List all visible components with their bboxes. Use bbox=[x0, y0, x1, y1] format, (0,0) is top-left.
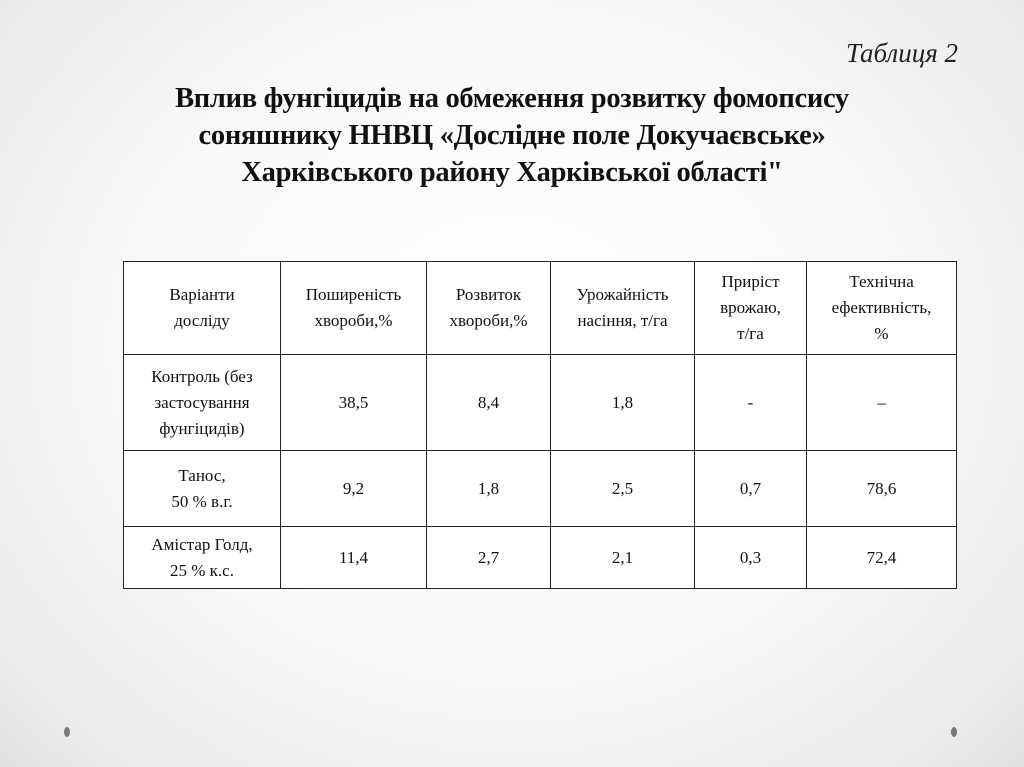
value-cell: 2,5 bbox=[551, 451, 695, 527]
cell-text: Амістар Голд, bbox=[151, 534, 253, 554]
value-cell: 1,8 bbox=[551, 355, 695, 451]
header-yield bbox=[551, 262, 695, 355]
table-caption: Таблиця 2 bbox=[845, 38, 958, 68]
header-text: Приріст bbox=[721, 272, 780, 291]
decorative-dot-left bbox=[64, 727, 70, 737]
header-text: т/га bbox=[737, 324, 764, 343]
value-cell: 8,4 bbox=[427, 355, 551, 451]
header-text: Розвиток bbox=[455, 285, 522, 304]
header-text: врожаю, bbox=[720, 298, 781, 317]
value-cell: 2,7 bbox=[427, 527, 551, 589]
decorative-dot-right bbox=[951, 727, 957, 737]
title-line: соняшнику ННВЦ «Дослідне поле Докучаєвське» bbox=[198, 120, 826, 151]
value-cell: 11,4 bbox=[281, 527, 427, 589]
header-prevalence bbox=[281, 262, 427, 355]
value-cell: 0,7 bbox=[695, 451, 807, 527]
cell-text: 50 % в.г. bbox=[171, 491, 233, 511]
header-text: хвороби,% bbox=[449, 311, 528, 330]
value-cell: 2,1 bbox=[551, 527, 695, 589]
header-text: % bbox=[874, 324, 889, 343]
header-yield-increase bbox=[695, 262, 807, 355]
header-text: Поширеність bbox=[305, 285, 402, 304]
header-row bbox=[124, 262, 957, 355]
value-cell: 1,8 bbox=[427, 451, 551, 527]
header-variant bbox=[124, 262, 281, 355]
title-line: Вплив фунгіцидів на обмеження розвитку фомопсису bbox=[175, 83, 849, 114]
table-row bbox=[124, 355, 957, 451]
value-cell: – bbox=[807, 355, 957, 451]
value-cell: 78,6 bbox=[807, 451, 957, 527]
cell-text: Танос, bbox=[178, 465, 226, 485]
header-text: ефективність, bbox=[831, 298, 932, 317]
table-row bbox=[124, 451, 957, 527]
cell-text: фунгіцидів) bbox=[159, 418, 245, 438]
header-text: досліду bbox=[174, 311, 230, 330]
value-cell: 72,4 bbox=[807, 527, 957, 589]
header-efficiency bbox=[807, 262, 957, 355]
header-text: Технічна bbox=[849, 272, 914, 291]
value-cell: - bbox=[695, 355, 807, 451]
cell-text: застосування bbox=[154, 392, 250, 412]
value-cell: 38,5 bbox=[281, 355, 427, 451]
header-development bbox=[427, 262, 551, 355]
value-cell: 0,3 bbox=[695, 527, 807, 589]
header-text: хвороби,% bbox=[314, 311, 393, 330]
header-text: Урожайність bbox=[576, 285, 669, 304]
cell-text: 25 % к.с. bbox=[170, 560, 234, 580]
header-text: насіння, т/га bbox=[577, 311, 668, 330]
header-text: Варіанти bbox=[169, 285, 235, 304]
title-line: Харківського району Харківської області" bbox=[241, 157, 783, 188]
page-title bbox=[60, 80, 964, 191]
results-table bbox=[123, 261, 957, 589]
variant-cell bbox=[124, 527, 281, 589]
variant-cell bbox=[124, 451, 281, 527]
value-cell: 9,2 bbox=[281, 451, 427, 527]
table-row bbox=[124, 527, 957, 589]
variant-cell bbox=[124, 355, 281, 451]
cell-text: Контроль (без bbox=[151, 366, 253, 386]
